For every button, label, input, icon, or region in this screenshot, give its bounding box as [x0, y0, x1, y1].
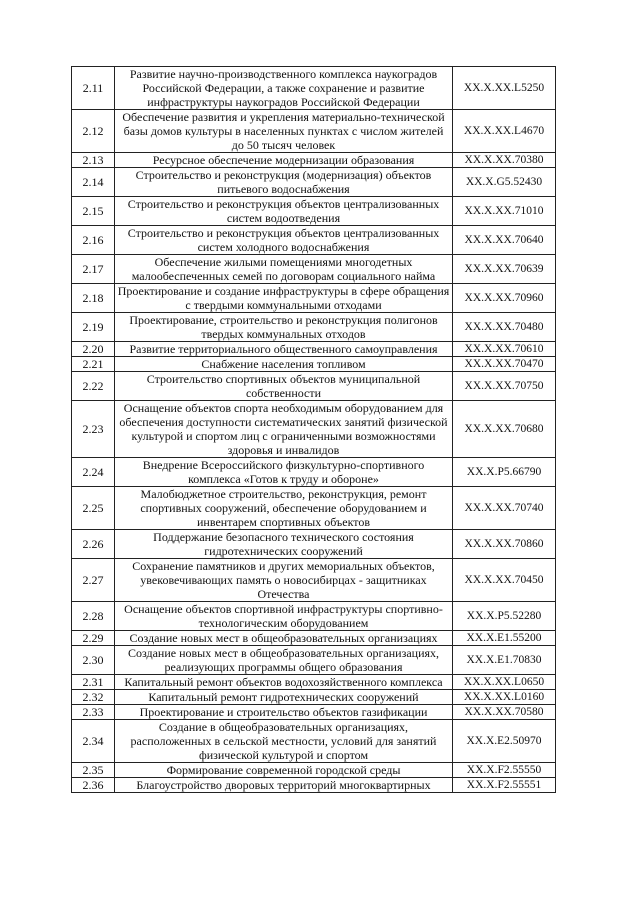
- row-code: XX.X.XX.70640: [453, 226, 556, 255]
- table-row: [72, 255, 556, 284]
- table-row: [72, 675, 556, 690]
- table-row: [72, 602, 556, 631]
- row-code: XX.X.G5.52430: [453, 168, 556, 197]
- table-row: [72, 705, 556, 720]
- row-code: XX.X.P5.66790: [453, 458, 556, 487]
- row-number: 2.27: [72, 559, 115, 602]
- row-name: Ресурсное обеспечение модернизации образования: [115, 153, 453, 168]
- table-row: [72, 197, 556, 226]
- row-code: XX.X.XX.L0160: [453, 690, 556, 705]
- table-row: [72, 690, 556, 705]
- table-row: [72, 342, 556, 357]
- row-code: XX.X.P5.52280: [453, 602, 556, 631]
- row-name: Оснащение объектов спорта необходимым оборудованием для обеспечения доступности систематических занятий физической культурой и спортом лиц с ограниченными возможностями здоровья и инвалидов: [115, 401, 453, 458]
- table-row: [72, 487, 556, 530]
- table-row: [72, 168, 556, 197]
- row-number: 2.36: [72, 778, 115, 793]
- row-code: XX.X.XX.71010: [453, 197, 556, 226]
- row-code: XX.X.XX.70480: [453, 313, 556, 342]
- row-number: 2.32: [72, 690, 115, 705]
- row-number: 2.17: [72, 255, 115, 284]
- table-row: [72, 110, 556, 153]
- table-row: [72, 284, 556, 313]
- row-name: Проектирование, строительство и реконструкция полигонов твердых коммунальных отходов: [115, 313, 453, 342]
- table-row: [72, 458, 556, 487]
- row-number: 2.22: [72, 372, 115, 401]
- row-code: XX.X.XX.70740: [453, 487, 556, 530]
- row-name: Строительство и реконструкция объектов централизованных систем холодного водоснабжения: [115, 226, 453, 255]
- table-row: [72, 372, 556, 401]
- row-number: 2.30: [72, 646, 115, 675]
- row-code: XX.X.XX.L5250: [453, 67, 556, 110]
- row-number: 2.23: [72, 401, 115, 458]
- row-name: Строительство и реконструкция объектов централизованных систем водоотведения: [115, 197, 453, 226]
- row-code: XX.X.XX.70580: [453, 705, 556, 720]
- table-row: [72, 313, 556, 342]
- row-number: 2.29: [72, 631, 115, 646]
- table-row: [72, 559, 556, 602]
- row-number: 2.13: [72, 153, 115, 168]
- row-number: 2.24: [72, 458, 115, 487]
- row-number: 2.33: [72, 705, 115, 720]
- row-name: Внедрение Всероссийского физкультурно-спортивного комплекса «Готов к труду и обороне»: [115, 458, 453, 487]
- row-code: XX.X.E2.50970: [453, 720, 556, 763]
- row-number: 2.16: [72, 226, 115, 255]
- table-row: [72, 226, 556, 255]
- table-row: [72, 646, 556, 675]
- row-name: Благоустройство дворовых территорий многоквартирных: [115, 778, 453, 793]
- row-number: 2.31: [72, 675, 115, 690]
- row-number: 2.26: [72, 530, 115, 559]
- table-row: [72, 153, 556, 168]
- row-name: Поддержание безопасного технического состояния гидротехнических сооружений: [115, 530, 453, 559]
- program-table: [71, 66, 556, 793]
- row-name: Развитие территориального общественного самоуправления: [115, 342, 453, 357]
- row-code: XX.X.XX.70960: [453, 284, 556, 313]
- row-name: Снабжение населения топливом: [115, 357, 453, 372]
- row-number: 2.34: [72, 720, 115, 763]
- row-name: Малобюджетное строительство, реконструкция, ремонт спортивных сооружений, обеспечение оборудованием и инвентарем спортивных объектов: [115, 487, 453, 530]
- row-name: Сохранение памятников и других мемориальных объектов, увековечивающих память о новосибирцах - защитниках Отечества: [115, 559, 453, 602]
- table-row: [72, 778, 556, 793]
- row-code: XX.X.E1.70830: [453, 646, 556, 675]
- row-code: XX.X.XX.70380: [453, 153, 556, 168]
- row-name: Проектирование и создание инфраструктуры в сфере обращения с твердыми коммунальными отходами: [115, 284, 453, 313]
- row-name: Создание в общеобразовательных организациях, расположенных в сельской местности, условий для занятий физической культурой и спортом: [115, 720, 453, 763]
- row-code: XX.X.F2.55551: [453, 778, 556, 793]
- table-row: [72, 357, 556, 372]
- row-code: XX.X.XX.70610: [453, 342, 556, 357]
- table-row: [72, 720, 556, 763]
- row-name: Формирование современной городской среды: [115, 763, 453, 778]
- row-name: Обеспечение развития и укрепления материально-технической базы домов культуры в населенных пунктах с числом жителей до 50 тысяч человек: [115, 110, 453, 153]
- row-number: 2.28: [72, 602, 115, 631]
- row-number: 2.18: [72, 284, 115, 313]
- row-number: 2.21: [72, 357, 115, 372]
- table-row: [72, 530, 556, 559]
- table-row: [72, 401, 556, 458]
- row-name: Развитие научно-производственного комплекса наукоградов Российской Федерации, а также сохранение и развитие инфраструктуры наукоградов Российской Федерации: [115, 67, 453, 110]
- row-number: 2.25: [72, 487, 115, 530]
- row-number: 2.15: [72, 197, 115, 226]
- row-name: Создание новых мест в общеобразовательных организациях: [115, 631, 453, 646]
- table-row: [72, 67, 556, 110]
- row-code: XX.X.XX.70860: [453, 530, 556, 559]
- row-number: 2.12: [72, 110, 115, 153]
- row-number: 2.19: [72, 313, 115, 342]
- row-code: XX.X.XX.70450: [453, 559, 556, 602]
- table-row: [72, 763, 556, 778]
- row-name: Строительство и реконструкция (модернизация) объектов питьевого водоснабжения: [115, 168, 453, 197]
- row-name: Проектирование и строительство объектов газификации: [115, 705, 453, 720]
- document-page: [71, 66, 548, 793]
- row-number: 2.35: [72, 763, 115, 778]
- row-name: Обеспечение жилыми помещениями многодетных малообеспеченных семей по договорам социального найма: [115, 255, 453, 284]
- table-body: [72, 67, 556, 793]
- row-number: 2.20: [72, 342, 115, 357]
- row-code: XX.X.XX.L0650: [453, 675, 556, 690]
- row-code: XX.X.XX.70470: [453, 357, 556, 372]
- row-name: Оснащение объектов спортивной инфраструктуры спортивно-технологическим оборудованием: [115, 602, 453, 631]
- table-row: [72, 631, 556, 646]
- row-name: Капитальный ремонт объектов водохозяйственного комплекса: [115, 675, 453, 690]
- row-name: Строительство спортивных объектов муниципальной собственности: [115, 372, 453, 401]
- row-code: XX.X.F2.55550: [453, 763, 556, 778]
- row-code: XX.X.XX.70750: [453, 372, 556, 401]
- row-name: Создание новых мест в общеобразовательных организациях, реализующих программы общего образования: [115, 646, 453, 675]
- row-name: Капитальный ремонт гидротехнических сооружений: [115, 690, 453, 705]
- row-code: XX.X.XX.70639: [453, 255, 556, 284]
- row-code: XX.X.XX.70680: [453, 401, 556, 458]
- row-number: 2.14: [72, 168, 115, 197]
- row-code: XX.X.XX.L4670: [453, 110, 556, 153]
- row-code: XX.X.E1.55200: [453, 631, 556, 646]
- row-number: 2.11: [72, 67, 115, 110]
